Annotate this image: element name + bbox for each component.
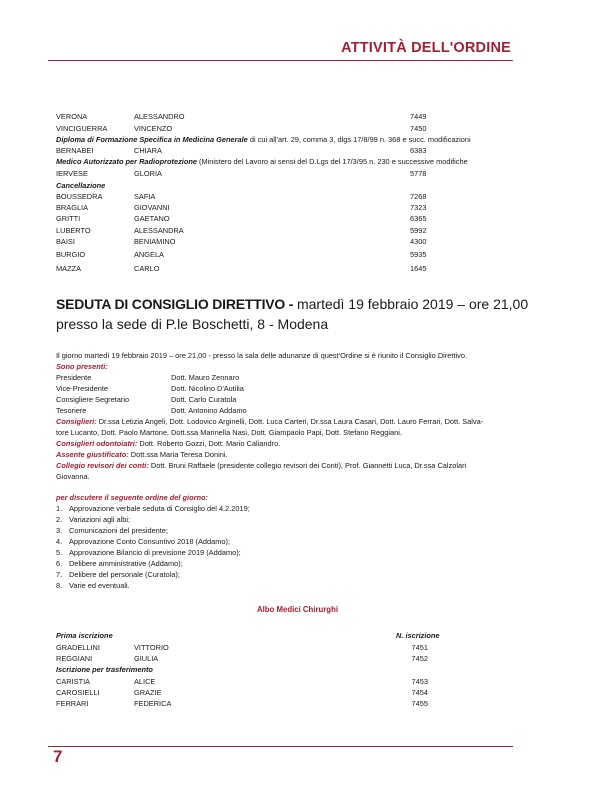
seduta-date: martedì 19 febbraio 2019 – ore 21,00	[296, 296, 529, 312]
surname: LUBERTO	[56, 226, 91, 235]
surname: BOUSSEDRA	[56, 192, 103, 201]
surname: MAZZA	[56, 264, 82, 273]
registration-number: 7323	[410, 203, 427, 212]
registration-number: 7453	[411, 677, 428, 686]
registration-number: 1645	[410, 264, 427, 273]
consiglieri-names-2: tore Lucanto, Dott. Paolo Martone, Dott.ssa Marinella Nasi, Dott. Giampaolo Papi, Dott. Stefano Reggiani.	[56, 428, 402, 437]
registration-number: 6365	[410, 214, 427, 223]
registration-number: 4300	[410, 237, 427, 246]
table-row	[56, 263, 516, 274]
table-row	[56, 236, 516, 247]
consiglieri-names-1: Dr.ssa Letizia Angeli, Dott. Lodovico Arginelli, Dott. Luca Carteri, Dr.ssa Laura Casari, Dott. Lauro Ferrari, Dott. Salva-	[96, 417, 484, 426]
role-person: Dott. Nicolino D'Autilia	[171, 384, 244, 393]
surname: FERRARI	[56, 699, 89, 708]
revisori-names-1: Dott. Bruni Raffaele (presidente collegio revisori dei Conti), Prof. Giannetti Luca, Dr.ssa Calzolari	[148, 461, 467, 470]
surname: BERNABEI	[56, 146, 94, 155]
table-row	[56, 225, 516, 236]
first-name: CARLO	[134, 264, 160, 273]
assenti-names: Dott.ssa Maria Teresa Donini.	[128, 450, 228, 459]
presenti-label: Sono presenti:	[56, 362, 108, 371]
agenda-number: 7.	[56, 570, 63, 579]
registration-number: 5935	[410, 250, 427, 259]
registration-number: 7455	[411, 699, 428, 708]
role-title: Presidente	[56, 373, 92, 382]
registration-number: 7450	[410, 124, 427, 133]
surname: BAISI	[56, 237, 75, 246]
odontoiatri-line	[56, 438, 280, 449]
radio-heading	[56, 156, 468, 167]
surname: GRITTI	[56, 214, 81, 223]
intro-text: Il giorno martedì 19 febbraio 2019 – ore 21,00 - presso la sala delle adunanze di quest'Ordine si è riunito il Consiglio Direttivo.	[56, 351, 468, 360]
role-person: Dott. Carlo Curatola	[171, 395, 237, 404]
assenti-line	[56, 449, 228, 460]
seduta-title: SEDUTA DI CONSIGLIO DIRETTIVO -	[56, 296, 297, 312]
first-name: GAETANO	[134, 214, 170, 223]
registration-number: 5992	[410, 226, 427, 235]
table-row	[56, 145, 516, 156]
agenda-number: 5.	[56, 548, 63, 557]
agenda-number: 8.	[56, 581, 63, 590]
prima-label: Prima iscrizione	[56, 631, 113, 640]
consiglieri-line-1	[56, 416, 483, 427]
first-name: GRAZIE	[134, 688, 162, 697]
revisori-line-1	[56, 460, 466, 471]
agenda-number: 6.	[56, 559, 63, 568]
trasf-label: Iscrizione per trasferimento	[56, 665, 153, 674]
table-row	[56, 687, 516, 698]
role-title: Tesoriere	[56, 406, 87, 415]
registration-number: 7449	[410, 112, 427, 121]
surname: VINCIGUERRA	[56, 124, 108, 133]
agenda-text: Comunicazioni del presidente;	[69, 526, 169, 535]
cancellazione-heading: Cancellazione	[56, 181, 106, 190]
odontoiatri-label: Consiglieri odontoiatri:	[56, 439, 138, 448]
agenda-text: Approvazione verbale seduta di Consiglio del 4.2.2019;	[69, 504, 250, 513]
first-name: VITTORIO	[134, 643, 169, 652]
first-name: GLORIA	[134, 169, 162, 178]
surname: BRAGLIA	[56, 203, 89, 212]
surname: REGGIANI	[56, 654, 93, 663]
first-name: CHIARA	[134, 146, 162, 155]
first-name: GIOVANNI	[134, 203, 170, 212]
table-row	[56, 698, 516, 709]
surname: CARISTIA	[56, 677, 91, 686]
surname: BURGIO	[56, 250, 86, 259]
registration-number: 7451	[411, 643, 428, 652]
role-person: Dott. Antonino Addamo	[171, 406, 247, 415]
first-name: BENIAMINO	[134, 237, 176, 246]
surname: CAROSIELLI	[56, 688, 100, 697]
radio-rest: (Ministero del Lavoro ai sensi del D.Lgs del 17/3/95 n. 230 e successive modifiche	[196, 157, 468, 166]
table-row	[56, 642, 516, 653]
table-row	[56, 249, 516, 260]
diploma-heading	[56, 134, 471, 145]
consiglieri-label: Consiglieri:	[56, 417, 97, 426]
num-label: N. iscrizione	[396, 631, 440, 640]
agenda-number: 1.	[56, 504, 63, 513]
radio-label: Medico Autorizzato per Radioprotezione	[56, 157, 197, 166]
table-row	[56, 653, 516, 664]
diploma-label: Diploma di Formazione Specifica in Medicina Generale	[56, 135, 248, 144]
agenda-text: Varie ed eventuali.	[69, 581, 130, 590]
agenda-number: 2.	[56, 515, 63, 524]
odg-label: per discutere il seguente ordine del giorno:	[56, 493, 208, 502]
registration-number: 7454	[411, 688, 428, 697]
page-number: 7	[53, 747, 63, 766]
seduta-heading	[56, 294, 529, 334]
footer-rule	[48, 746, 513, 747]
role-title: Vice-Presidente	[56, 384, 109, 393]
section-header-title: ATTIVITÀ DELL'ORDINE	[341, 40, 511, 56]
agenda-number: 4.	[56, 537, 63, 546]
table-row	[56, 213, 516, 224]
table-row	[56, 123, 516, 134]
table-row	[56, 676, 516, 687]
registration-number: 7452	[411, 654, 428, 663]
agenda-text: Approvazione Bilancio di previsione 2019 (Addamo);	[69, 548, 241, 557]
agenda-number: 3.	[56, 526, 63, 535]
registration-number: 7268	[410, 192, 427, 201]
table-row	[56, 191, 516, 202]
role-person: Dott. Mauro Zennaro	[171, 373, 240, 382]
table-row	[56, 111, 516, 122]
surname: VERONA	[56, 112, 88, 121]
table-row	[56, 202, 516, 213]
header-rule	[48, 60, 513, 61]
first-name: ALESSANDRO	[134, 112, 185, 121]
diploma-rest: di cui all'art. 29, comma 3, dlgs 17/8/99 n. 368 e succ. modificazioni	[247, 135, 471, 144]
odontoiatri-names: Dott. Roberto Gozzi, Dott. Mario Caliandro.	[137, 439, 281, 448]
first-name: ALICE	[134, 677, 156, 686]
revisori-names-2: Giovanna.	[56, 472, 90, 481]
first-name: FEDERICA	[134, 699, 172, 708]
agenda-text: Variazioni agli albi;	[69, 515, 131, 524]
seduta-location: presso la sede di P.le Boschetti, 8 - Modena	[56, 316, 329, 332]
first-name: VINCENZO	[134, 124, 173, 133]
revisori-label: Collegio revisori dei conti:	[56, 461, 149, 470]
registration-number: 6383	[410, 146, 427, 155]
first-name: ALESSANDRA	[134, 226, 184, 235]
role-title: Consigliere Segretario	[56, 395, 130, 404]
table-row	[56, 168, 516, 179]
registration-number: 5778	[410, 169, 427, 178]
agenda-text: Approvazione Conto Consuntivo 2018 (Addamo);	[69, 537, 231, 546]
albo-title: Albo Medici Chirurghi	[257, 605, 338, 614]
agenda-text: Delibere del personale (Curatola);	[69, 570, 180, 579]
surname: IERVESE	[56, 169, 88, 178]
surname: GRADELLINI	[56, 643, 100, 652]
assenti-label: Assente giustificato:	[56, 450, 129, 459]
agenda-text: Delibere amministrative (Addamo);	[69, 559, 183, 568]
first-name: ANGELA	[134, 250, 164, 259]
albo-header-row	[56, 630, 516, 641]
first-name: SAFIA	[134, 192, 156, 201]
first-name: GIULIA	[134, 654, 159, 663]
